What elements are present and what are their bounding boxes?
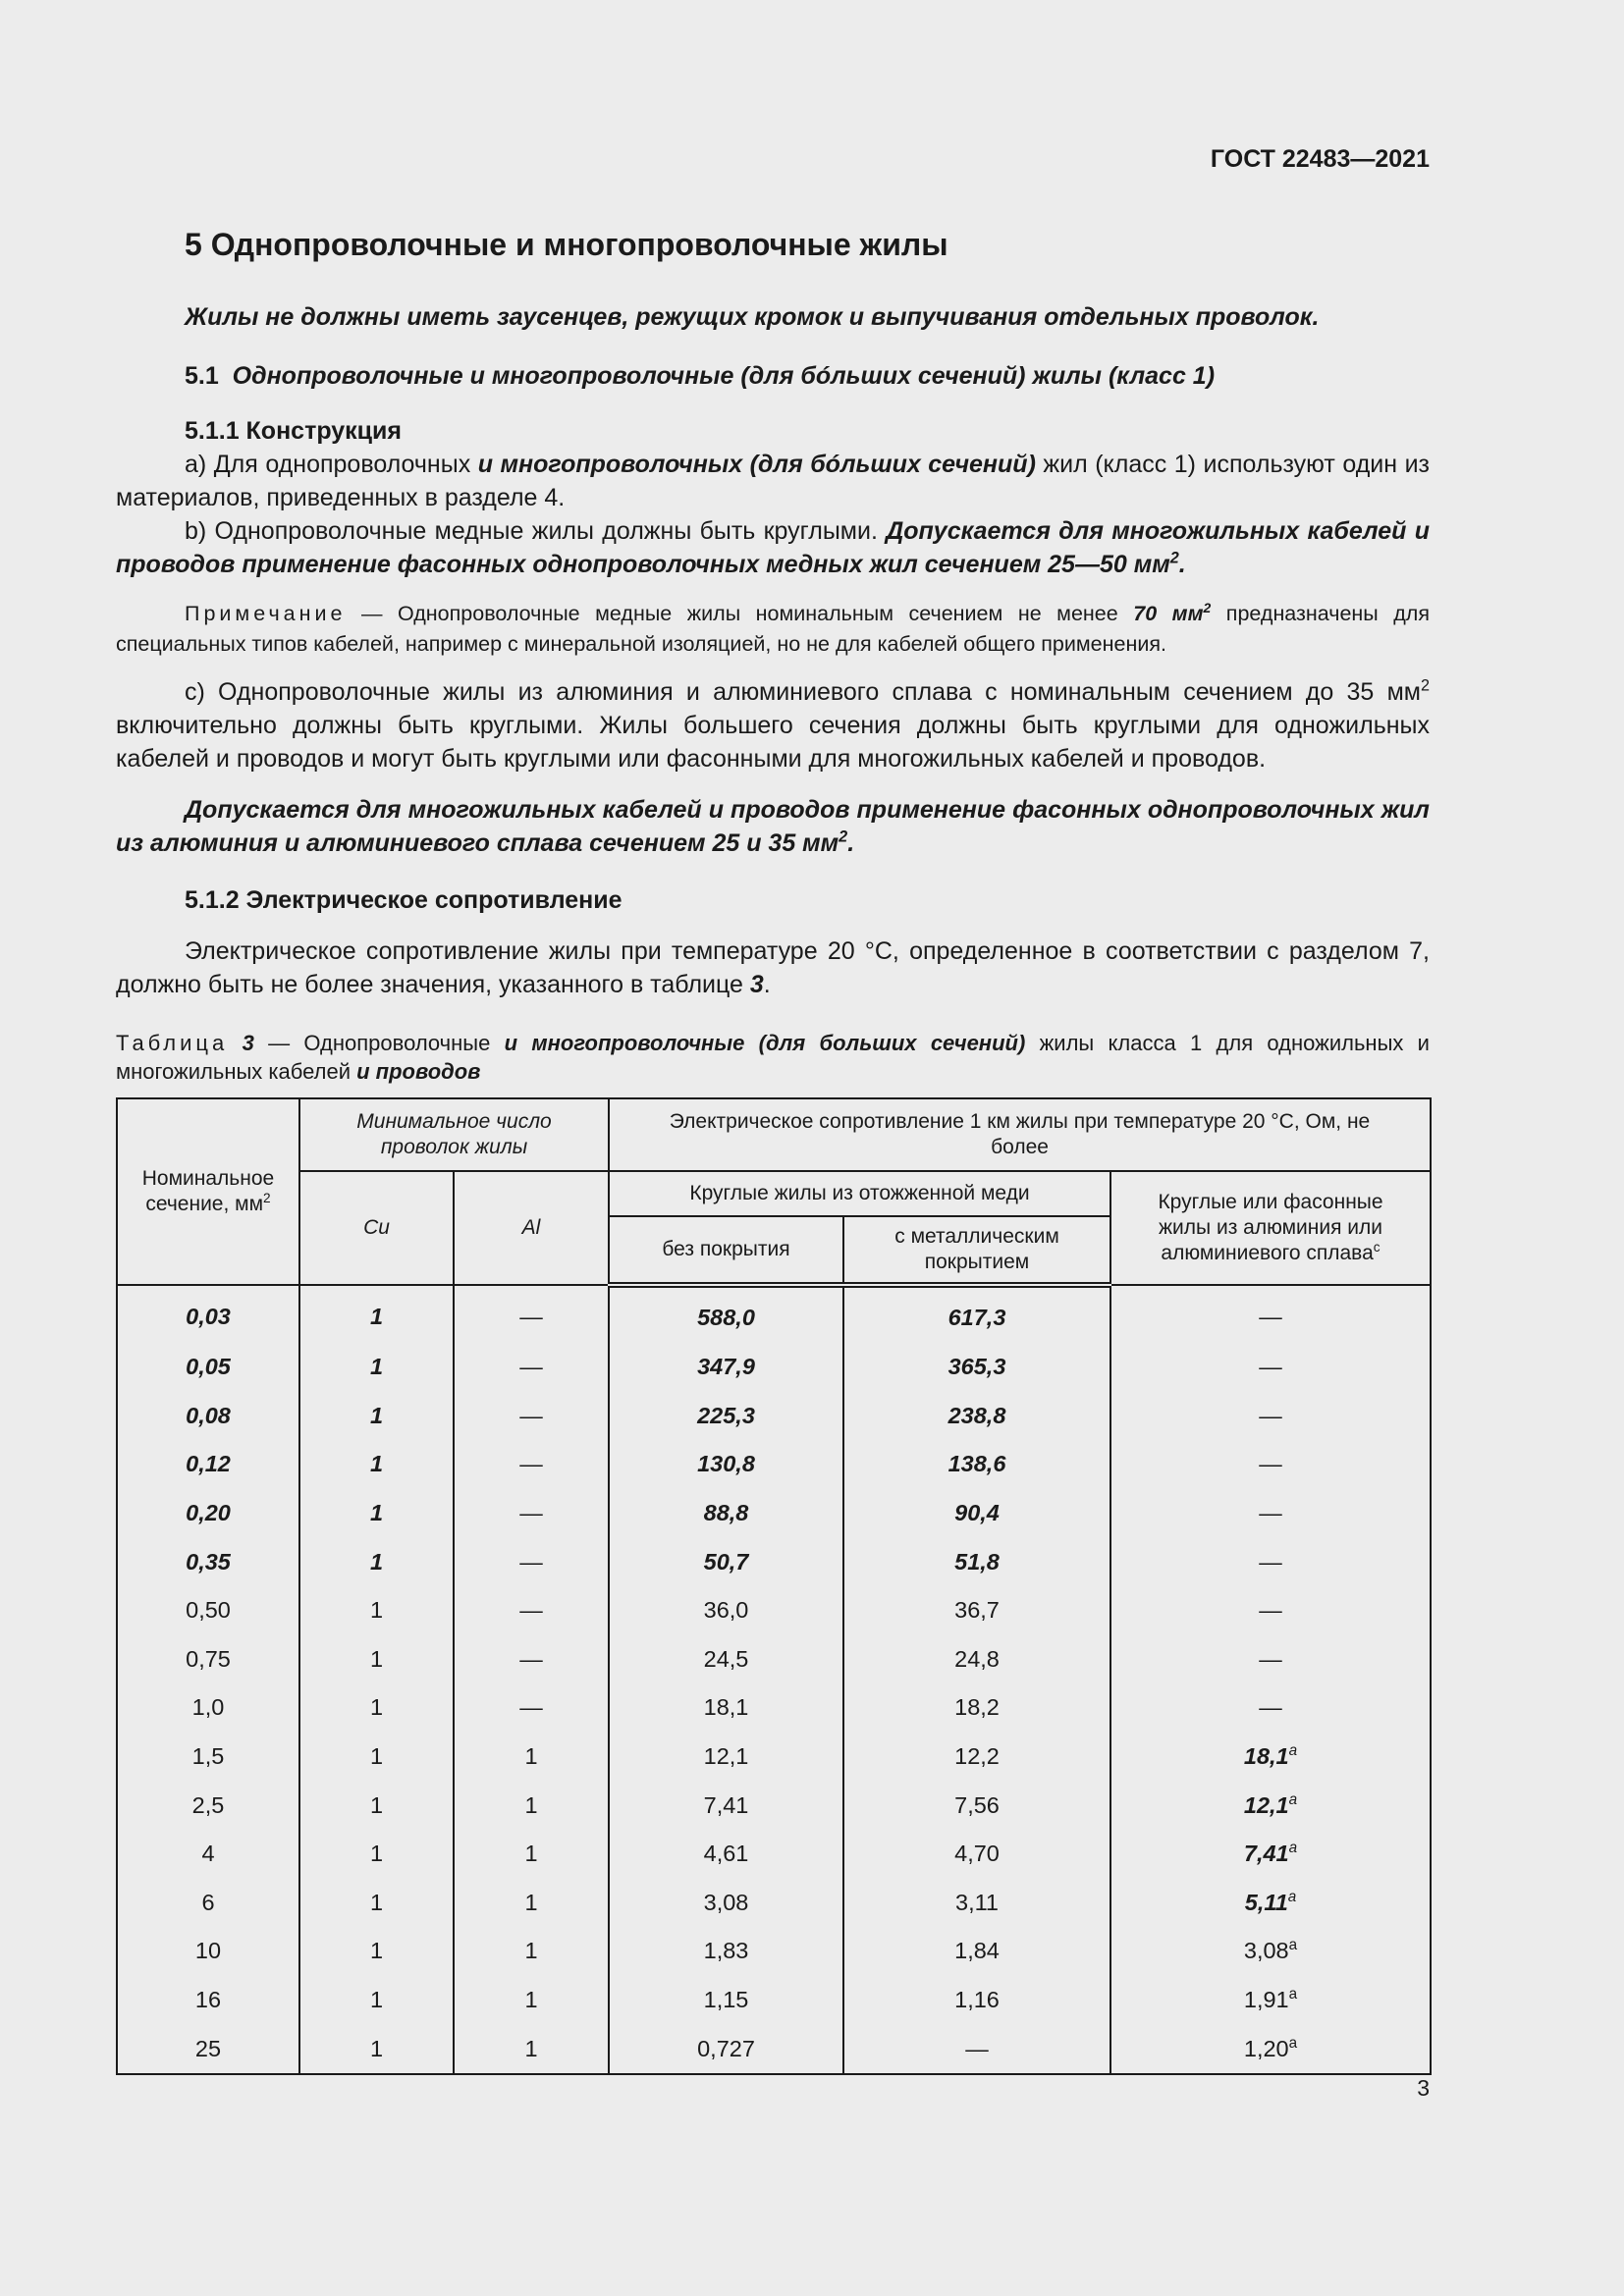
para-d-text: Допускается для многожильных кабелей и проводов применение фасонных однопроволочных жил из алюминия и алюминиевого сплава сечением 25 и 35 мм bbox=[116, 796, 1430, 857]
cell-value: 88,8 bbox=[703, 1500, 749, 1526]
cell-value: 3,08 bbox=[1243, 1938, 1289, 1964]
header-resistance: Электрическое сопротивление 1 км жилы при температуре 20 °С, Ом, не более bbox=[609, 1098, 1431, 1171]
cell-value: 0,05 bbox=[186, 1354, 231, 1380]
table-row bbox=[117, 1489, 1431, 1538]
para-e-bold: 3 bbox=[749, 971, 764, 998]
para-b-text-1: b) Однопроволочные медные жилы должны быть круглыми. bbox=[185, 517, 887, 545]
cell-value: 1 bbox=[369, 1303, 384, 1329]
table-cell bbox=[1110, 1733, 1431, 1782]
table-cell bbox=[299, 2024, 454, 2074]
note-sup: 2 bbox=[1203, 599, 1212, 615]
cell-value: — bbox=[1259, 1597, 1282, 1624]
cell-value: 18,1 bbox=[703, 1694, 749, 1721]
cell-value: 7,41 bbox=[1243, 1841, 1289, 1867]
cell-value: 588,0 bbox=[697, 1304, 755, 1330]
para-c-sup: 2 bbox=[1420, 676, 1430, 695]
table-row bbox=[117, 1830, 1431, 1879]
cell-footnote-mark: a bbox=[1288, 2034, 1298, 2052]
cell-value: 10 bbox=[194, 1938, 222, 1964]
table-cell bbox=[299, 1830, 454, 1879]
table-cell bbox=[1110, 1879, 1431, 1928]
table-cell bbox=[454, 1489, 609, 1538]
table-cell bbox=[299, 1781, 454, 1830]
caption-bold-1: и многопроволочные (для больших сечений) bbox=[504, 1031, 1026, 1055]
note-label: Примечание bbox=[185, 602, 347, 625]
table-row bbox=[117, 1586, 1431, 1635]
table-cell bbox=[843, 2024, 1110, 2074]
header-cu: Cu bbox=[299, 1171, 454, 1285]
table-cell bbox=[609, 1830, 843, 1879]
caption-number: 3 bbox=[242, 1031, 254, 1055]
table-cell bbox=[843, 1683, 1110, 1733]
cell-value: 1 bbox=[369, 1987, 384, 2013]
table-cell bbox=[843, 1927, 1110, 1976]
cell-value: — bbox=[1259, 1500, 1282, 1526]
cell-value: 1,84 bbox=[954, 1938, 1000, 1964]
cell-value: 1 bbox=[369, 1354, 384, 1380]
paragraph-c bbox=[116, 675, 1430, 775]
cell-value: — bbox=[1259, 1354, 1282, 1380]
table-cell bbox=[609, 1733, 843, 1782]
table-row bbox=[117, 2024, 1431, 2074]
table-cell bbox=[299, 1879, 454, 1928]
section-lead: Жилы не должны иметь заусенцев, режущих кромок и выпучивания отдельных проволок. bbox=[185, 303, 1320, 331]
table-cell bbox=[843, 1781, 1110, 1830]
para-a-bold: и многопроволочных (для бóльших сечений) bbox=[477, 451, 1036, 478]
cell-footnote-mark: a bbox=[1287, 1889, 1297, 1905]
table-cell bbox=[843, 1343, 1110, 1392]
table-cell bbox=[609, 1927, 843, 1976]
cell-value: 0,20 bbox=[186, 1500, 231, 1526]
cell-value: 1 bbox=[369, 1694, 384, 1721]
table-cell bbox=[454, 1440, 609, 1489]
cell-value: — bbox=[519, 1694, 543, 1721]
header-round-copper: Круглые жилы из отожженной меди bbox=[609, 1171, 1110, 1216]
header-nominal-text: Номинальное сечение, мм bbox=[141, 1167, 275, 1215]
cell-value: 1,20 bbox=[1243, 2035, 1289, 2061]
cell-value: 1 bbox=[524, 1889, 538, 1915]
subsection-5-1-2-title: 5.1.2 Электрическое сопротивление bbox=[185, 886, 623, 914]
para-d-end: . bbox=[847, 829, 855, 857]
table-cell bbox=[117, 1879, 299, 1928]
cell-value: 1 bbox=[369, 2035, 384, 2061]
table-cell bbox=[609, 1440, 843, 1489]
header-round-al-text: Круглые или фасонные жилы из алюминия или алюминиевого сплава bbox=[1158, 1191, 1383, 1264]
doc-id: ГОСТ 22483—2021 bbox=[1210, 145, 1430, 173]
cell-value: 617,3 bbox=[947, 1304, 1006, 1330]
cell-value: 7,56 bbox=[954, 1791, 1000, 1818]
para-a-text-2: жил (класс 1) используют один из материалов, приведенных в разделе 4. bbox=[116, 451, 1431, 511]
cell-value: 1 bbox=[369, 1597, 384, 1624]
header-nominal bbox=[117, 1098, 299, 1285]
table-cell bbox=[843, 1285, 1110, 1343]
cell-value: — bbox=[519, 1548, 543, 1575]
cell-value: 18,1 bbox=[1243, 1743, 1289, 1770]
table-cell bbox=[843, 1586, 1110, 1635]
subsection-text: Однопроволочные и многопроволочные (для бóльших сечений) жилы (класс 1) bbox=[232, 362, 1216, 390]
table-cell bbox=[299, 1927, 454, 1976]
cell-value: 4 bbox=[201, 1841, 215, 1867]
table-cell bbox=[117, 1927, 299, 1976]
cell-value: 1 bbox=[369, 1743, 384, 1770]
cell-value: — bbox=[519, 1645, 543, 1672]
cell-value: 1 bbox=[369, 1645, 384, 1672]
cell-value: 36,0 bbox=[703, 1597, 749, 1624]
table-cell bbox=[609, 1683, 843, 1733]
table-cell bbox=[117, 1440, 299, 1489]
cell-value: 1 bbox=[369, 1402, 384, 1428]
cell-value: 1 bbox=[524, 1987, 538, 2013]
table-cell bbox=[454, 1392, 609, 1441]
cell-value: 36,7 bbox=[954, 1597, 1000, 1624]
cell-value: 2,5 bbox=[191, 1791, 225, 1818]
cell-value: — bbox=[1259, 1402, 1282, 1428]
table-cell bbox=[843, 1830, 1110, 1879]
table-cell bbox=[1110, 1781, 1431, 1830]
paragraph-a bbox=[116, 448, 1430, 514]
table-cell bbox=[117, 1781, 299, 1830]
table-cell bbox=[843, 1879, 1110, 1928]
cell-value: 6 bbox=[201, 1889, 215, 1915]
cell-value: 238,8 bbox=[947, 1402, 1006, 1428]
cell-value: 50,7 bbox=[703, 1548, 749, 1575]
cell-value: — bbox=[519, 1402, 543, 1428]
table-cell bbox=[454, 1683, 609, 1733]
note-bold-text: 70 мм bbox=[1133, 602, 1204, 625]
table-cell bbox=[117, 1683, 299, 1733]
para-b-sup: 2 bbox=[1169, 549, 1179, 567]
header-round-al bbox=[1110, 1171, 1431, 1285]
caption-text-2: жилы класса 1 для одножильных и многожильных кабелей bbox=[116, 1031, 1430, 1084]
table-cell bbox=[299, 1537, 454, 1586]
table-caption bbox=[116, 1029, 1430, 1086]
table-cell bbox=[609, 1586, 843, 1635]
table-cell bbox=[609, 1781, 843, 1830]
cell-value: 3,08 bbox=[703, 1889, 749, 1915]
table-cell bbox=[454, 1927, 609, 1976]
note-text-2: предназначены для специальных типов кабелей, например с минеральной изоляцией, но не для кабелей общего применения. bbox=[116, 602, 1430, 656]
table-cell bbox=[609, 1879, 843, 1928]
table-cell bbox=[1110, 1440, 1431, 1489]
cell-value: 16 bbox=[194, 1987, 222, 2013]
table-cell bbox=[843, 1440, 1110, 1489]
table-row bbox=[117, 1635, 1431, 1684]
paragraph-e bbox=[116, 934, 1430, 1001]
para-c-text-1: c) Однопроволочные жилы из алюминия и алюминиевого сплава с номинальным сечением до 35 мм bbox=[185, 678, 1421, 706]
subsection-5-1-title bbox=[185, 359, 1430, 393]
caption-text-1: — Однопроволочные bbox=[253, 1031, 505, 1055]
cell-value: 1 bbox=[524, 2035, 538, 2061]
cell-value: 1 bbox=[369, 1500, 384, 1526]
header-min-wires: Минимальное число проволок жилы bbox=[299, 1098, 609, 1171]
cell-value: 12,1 bbox=[1243, 1791, 1289, 1818]
cell-footnote-mark: a bbox=[1288, 1937, 1298, 1954]
table-cell bbox=[299, 1586, 454, 1635]
table-body bbox=[117, 1285, 1431, 2074]
table-row bbox=[117, 1683, 1431, 1733]
cell-value: — bbox=[965, 2035, 989, 2061]
table-cell bbox=[454, 1537, 609, 1586]
cell-value: 4,61 bbox=[703, 1841, 749, 1867]
table-cell bbox=[1110, 1537, 1431, 1586]
resistance-table bbox=[116, 1097, 1432, 2075]
para-e-text-1: Электрическое сопротивление жилы при температуре 20 °C, определенное в соответствии с разделом 7, должно быть не более значения, указанного в таблице bbox=[116, 937, 1430, 998]
table-row bbox=[117, 1440, 1431, 1489]
table-row bbox=[117, 1927, 1431, 1976]
cell-value: 1 bbox=[369, 1548, 384, 1575]
table-row bbox=[117, 1733, 1431, 1782]
cell-value: 0,727 bbox=[697, 2035, 755, 2061]
cell-value: 1,83 bbox=[703, 1938, 749, 1964]
cell-value: 12,1 bbox=[703, 1743, 749, 1770]
table-cell bbox=[609, 1343, 843, 1392]
note-bold bbox=[1133, 599, 1212, 625]
table-cell bbox=[609, 2024, 843, 2074]
table-cell bbox=[843, 1392, 1110, 1441]
table-cell bbox=[1110, 1927, 1431, 1976]
table-cell bbox=[117, 1586, 299, 1635]
page-content bbox=[116, 222, 1430, 2075]
cell-value: 1,0 bbox=[191, 1694, 225, 1721]
table-row bbox=[117, 1343, 1431, 1392]
table-cell bbox=[117, 1343, 299, 1392]
table-cell bbox=[299, 1635, 454, 1684]
cell-value: 1 bbox=[524, 1743, 538, 1770]
table-cell bbox=[454, 1586, 609, 1635]
header-round-al-sup: c bbox=[1373, 1240, 1380, 1255]
table-cell bbox=[299, 1285, 454, 1343]
para-c-text-2: включительно должны быть круглыми. Жилы большего сечения должны быть круглыми для одножильных кабелей и проводов и могут быть круглыми или фасонными для многожильных кабелей и проводов. bbox=[116, 712, 1430, 773]
table-cell bbox=[609, 1489, 843, 1538]
table-cell bbox=[1110, 1635, 1431, 1684]
table-cell bbox=[299, 1489, 454, 1538]
table-cell bbox=[117, 1830, 299, 1879]
table-cell bbox=[1110, 1683, 1431, 1733]
table-cell bbox=[117, 1537, 299, 1586]
cell-value: 225,3 bbox=[697, 1402, 755, 1428]
cell-value: 1 bbox=[524, 1791, 538, 1818]
table-row bbox=[117, 1781, 1431, 1830]
cell-value: 51,8 bbox=[954, 1548, 1000, 1575]
cell-value: 138,6 bbox=[947, 1451, 1006, 1477]
para-a-text-1: a) Для однопроволочных bbox=[185, 451, 478, 478]
header-no-coating: без покрытия bbox=[609, 1216, 843, 1285]
table-cell bbox=[117, 1976, 299, 2025]
table-row bbox=[117, 1879, 1431, 1928]
table-cell bbox=[454, 1733, 609, 1782]
cell-value: — bbox=[519, 1354, 543, 1380]
table-cell bbox=[843, 1635, 1110, 1684]
cell-value: 1 bbox=[369, 1938, 384, 1964]
note-text-1: — Однопроволочные медные жилы номинальным сечением не менее bbox=[346, 602, 1134, 625]
table-cell bbox=[1110, 1343, 1431, 1392]
cell-value: — bbox=[519, 1597, 543, 1624]
cell-value: 7,41 bbox=[703, 1791, 749, 1818]
cell-value: 1 bbox=[369, 1841, 384, 1867]
table-cell bbox=[843, 1733, 1110, 1782]
cell-value: 24,5 bbox=[703, 1645, 749, 1672]
caption-bold-2: и проводов bbox=[356, 1059, 481, 1084]
cell-value: 0,75 bbox=[186, 1645, 231, 1672]
table-cell bbox=[454, 2024, 609, 2074]
cell-footnote-mark: a bbox=[1288, 1742, 1298, 1760]
table-cell bbox=[609, 1537, 843, 1586]
cell-value: 1,16 bbox=[954, 1987, 1000, 2013]
table-cell bbox=[117, 1635, 299, 1684]
paragraph-d bbox=[116, 793, 1430, 860]
table-cell bbox=[843, 1489, 1110, 1538]
cell-value: 1 bbox=[524, 1938, 538, 1964]
table-cell bbox=[454, 1635, 609, 1684]
note bbox=[116, 599, 1430, 660]
cell-value: 130,8 bbox=[697, 1451, 755, 1477]
table-cell bbox=[454, 1343, 609, 1392]
table-cell bbox=[609, 1392, 843, 1441]
subsection-5-1-1-title: 5.1.1 Конструкция bbox=[185, 417, 403, 445]
table-cell bbox=[1110, 1586, 1431, 1635]
header-al: Al bbox=[454, 1171, 609, 1285]
caption-label: Таблица bbox=[116, 1031, 229, 1055]
table-cell bbox=[117, 1489, 299, 1538]
table-cell bbox=[1110, 1976, 1431, 2025]
page-number: 3 bbox=[1417, 2075, 1430, 2101]
table-cell bbox=[1110, 2024, 1431, 2074]
cell-value: 25 bbox=[194, 2035, 222, 2061]
cell-value: — bbox=[1259, 1548, 1282, 1575]
cell-value: 1 bbox=[524, 1841, 538, 1867]
header-metal-coating: с металлическим покрытием bbox=[843, 1216, 1110, 1285]
cell-value: 0,03 bbox=[186, 1303, 231, 1329]
table-cell bbox=[454, 1879, 609, 1928]
table-cell bbox=[299, 1733, 454, 1782]
para-d-sup: 2 bbox=[839, 828, 848, 846]
table-cell bbox=[609, 1976, 843, 2025]
table-row bbox=[117, 1537, 1431, 1586]
table-cell bbox=[843, 1976, 1110, 2025]
cell-value: 365,3 bbox=[947, 1354, 1006, 1380]
table-cell bbox=[117, 2024, 299, 2074]
cell-value: 1,91 bbox=[1243, 1987, 1289, 2013]
para-e-end: . bbox=[763, 971, 771, 998]
cell-value: 1 bbox=[369, 1791, 384, 1818]
cell-value: 90,4 bbox=[954, 1500, 1000, 1526]
cell-value: — bbox=[1259, 1645, 1282, 1672]
cell-value: 3,11 bbox=[955, 1889, 999, 1915]
cell-value: 1 bbox=[369, 1451, 384, 1477]
table-cell bbox=[454, 1781, 609, 1830]
paragraph-b bbox=[116, 514, 1430, 581]
table-cell bbox=[1110, 1830, 1431, 1879]
cell-value: 1,15 bbox=[703, 1987, 749, 2013]
table-cell bbox=[299, 1392, 454, 1441]
cell-value: 0,35 bbox=[186, 1548, 231, 1575]
table-cell bbox=[117, 1285, 299, 1343]
table-row bbox=[117, 1392, 1431, 1441]
cell-value: 0,12 bbox=[186, 1451, 231, 1477]
table-cell bbox=[299, 1440, 454, 1489]
table-cell bbox=[609, 1635, 843, 1684]
cell-value: 347,9 bbox=[697, 1354, 755, 1380]
cell-value: — bbox=[1259, 1451, 1282, 1477]
header-nominal-sup: 2 bbox=[263, 1191, 271, 1205]
cell-value: — bbox=[1259, 1303, 1282, 1329]
section-title: 5 Однопроволочные и многопроволочные жилы bbox=[185, 227, 948, 262]
cell-value: 4,70 bbox=[954, 1841, 1000, 1867]
table-cell bbox=[1110, 1392, 1431, 1441]
table-cell bbox=[117, 1733, 299, 1782]
cell-value: — bbox=[1259, 1694, 1282, 1721]
cell-value: 18,2 bbox=[954, 1694, 1000, 1721]
cell-value: — bbox=[519, 1303, 543, 1329]
cell-footnote-mark: a bbox=[1288, 1840, 1298, 1857]
table-cell bbox=[299, 1343, 454, 1392]
cell-value: 5,11 bbox=[1244, 1889, 1288, 1915]
cell-value: 0,08 bbox=[186, 1402, 231, 1428]
table-row bbox=[117, 1285, 1431, 1343]
subsection-number: 5.1 bbox=[185, 362, 219, 390]
table-cell bbox=[299, 1683, 454, 1733]
para-b-bold-text: Допускается для многожильных кабелей и проводов применение фасонных однопроволочных медных жил сечением 25—50 мм bbox=[116, 517, 1430, 578]
cell-footnote-mark: a bbox=[1288, 1986, 1298, 2003]
table-cell bbox=[117, 1392, 299, 1441]
table-cell bbox=[1110, 1489, 1431, 1538]
cell-footnote-mark: a bbox=[1288, 1790, 1298, 1808]
para-b-end: . bbox=[1178, 551, 1186, 578]
cell-value: 24,8 bbox=[954, 1645, 1000, 1672]
table-cell bbox=[1110, 1285, 1431, 1343]
cell-value: 1 bbox=[369, 1889, 384, 1915]
table-cell bbox=[454, 1285, 609, 1343]
table-cell bbox=[454, 1976, 609, 2025]
cell-value: — bbox=[519, 1500, 543, 1526]
cell-value: 12,2 bbox=[954, 1743, 1000, 1770]
cell-value: 0,50 bbox=[186, 1597, 231, 1624]
table-row bbox=[117, 1976, 1431, 2025]
table-cell bbox=[299, 1976, 454, 2025]
table-cell bbox=[454, 1830, 609, 1879]
table-cell bbox=[843, 1537, 1110, 1586]
table-cell bbox=[609, 1285, 843, 1343]
cell-value: 1,5 bbox=[191, 1743, 225, 1770]
cell-value: — bbox=[519, 1451, 543, 1477]
